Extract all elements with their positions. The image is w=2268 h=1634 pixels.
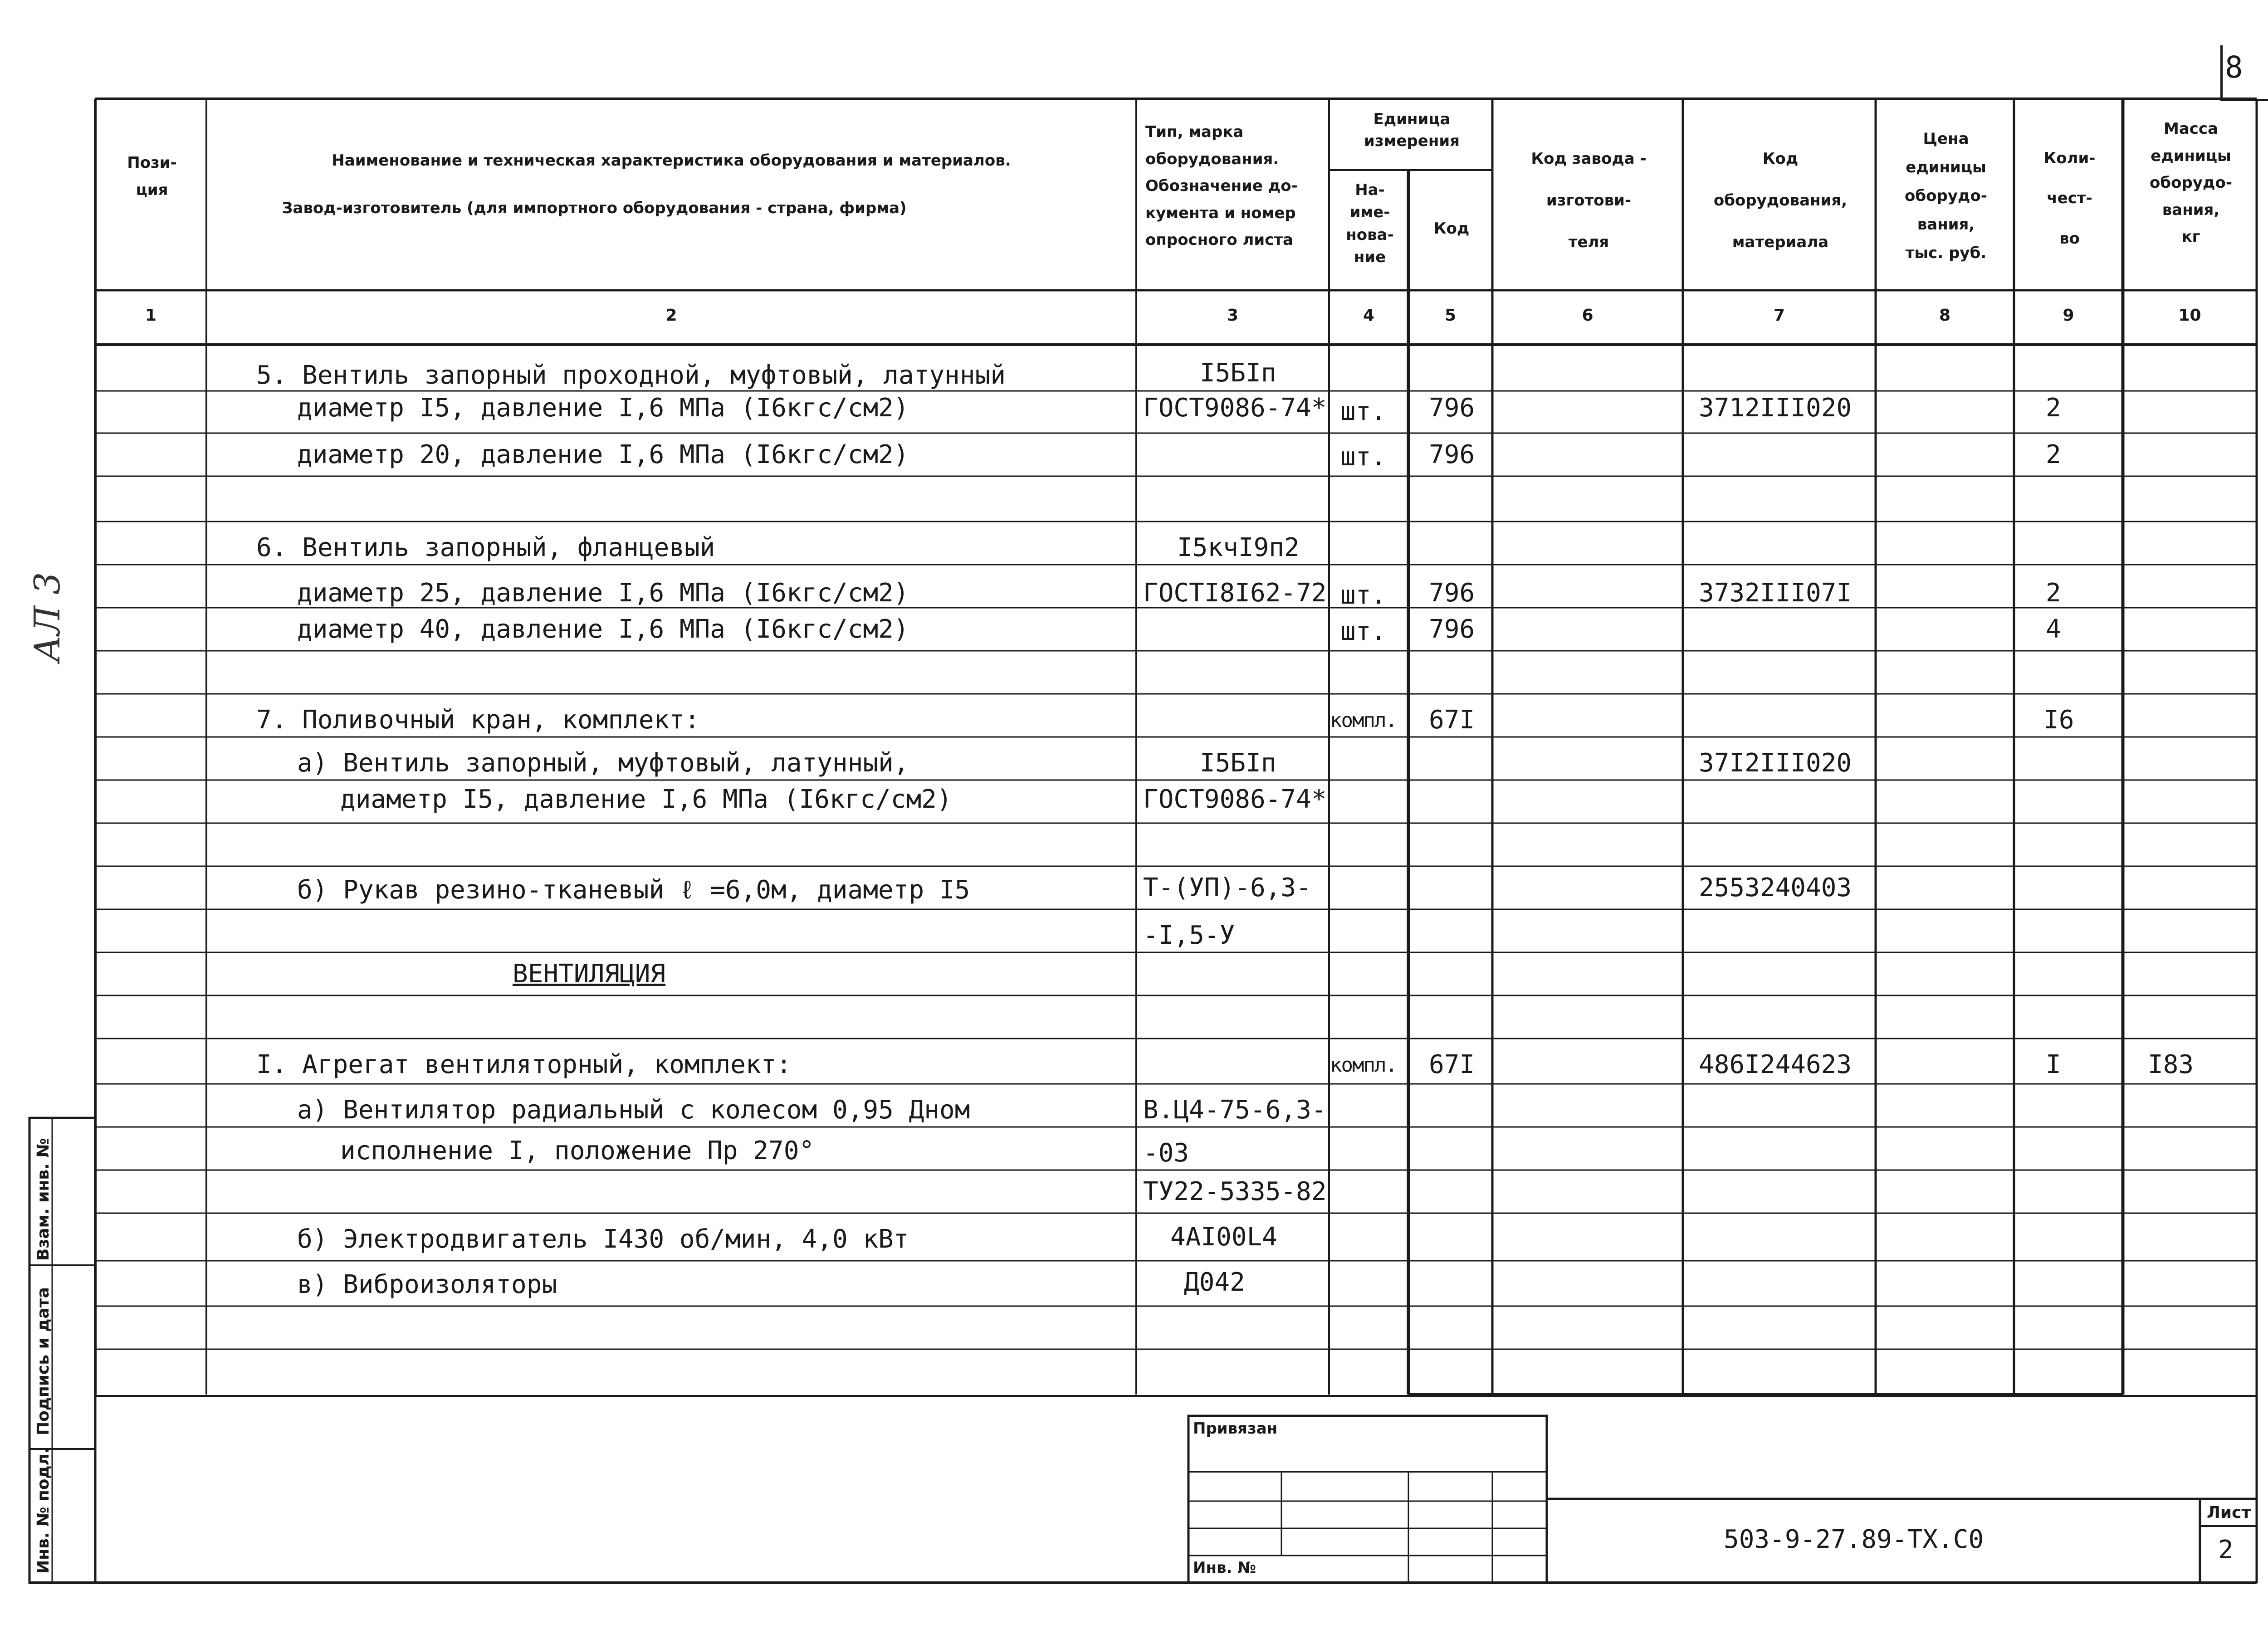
- row-unit: шт.: [1340, 580, 1387, 610]
- sheet-number: 2: [2218, 1535, 2234, 1565]
- col-number-7: 7: [1773, 306, 1785, 325]
- col-number-6: 6: [1582, 306, 1593, 325]
- row-type: 4АI00L4: [1170, 1222, 1278, 1252]
- sheet-label: Лист: [2207, 1503, 2251, 1522]
- document-code: 503-9-27.89-ТХ.С0: [1724, 1525, 1984, 1554]
- row-type: Т-(УП)-6,3-: [1143, 873, 1311, 902]
- row-type: Д042: [1184, 1268, 1245, 1297]
- col-number-3: 3: [1227, 306, 1239, 325]
- row-unit: шт.: [1340, 617, 1387, 646]
- row-eq-code: 2553240403: [1699, 873, 1852, 902]
- row-mass: I83: [2148, 1050, 2194, 1079]
- row-name: диаметр 20, давление I,6 МПа (I6кгс/см2): [297, 440, 909, 469]
- row-name: 6. Вентиль запорный, фланцевый: [256, 533, 715, 562]
- sidebar-vzam: Взам. инв. №: [34, 1138, 53, 1261]
- header-col5: Код: [1433, 219, 1470, 238]
- sidebar-inv-podl: Инв. № подл.: [34, 1447, 53, 1574]
- header-col4: На- име- нова- ние: [1346, 181, 1394, 266]
- row-code: 796: [1429, 578, 1475, 608]
- row-code: 67I: [1429, 705, 1475, 735]
- row-code: 796: [1429, 393, 1475, 423]
- header-col1: Пози- ция: [127, 154, 177, 199]
- header-col9: Коли- чест- во: [2043, 149, 2096, 248]
- header-col2-line2: Завод-изготовитель (для импортного оборудования - страна, фирма): [282, 199, 907, 217]
- row-name: диаметр I5, давление I,6 МПа (I6кгс/см2): [297, 393, 909, 423]
- col-number-2: 2: [665, 306, 677, 325]
- row-name: б) Электродвигатель I430 об/мин, 4,0 кВт: [297, 1224, 909, 1254]
- header-unit-group: Единица измерения: [1364, 110, 1460, 150]
- row-name: диаметр 40, давление I,6 МПа (I6кгс/см2): [297, 615, 909, 644]
- stamp-privyazan: Привязан: [1193, 1419, 1278, 1438]
- header-col2-line1: Наименование и техническая характеристика оборудования и материалов.: [332, 151, 1011, 170]
- header-col8: Цена единицы оборудо- вания, тыс. руб.: [1905, 130, 1987, 262]
- row-eq-code: 3712III020: [1699, 393, 1852, 423]
- row-eq-code: 486I244623: [1699, 1050, 1852, 1079]
- row-qty: 4: [2046, 615, 2061, 644]
- stamp-inv-no: Инв. №: [1193, 1559, 1256, 1577]
- row-type: ТУ22-5335-82: [1143, 1177, 1327, 1206]
- row-eq-code: 37I2III020: [1699, 748, 1852, 778]
- row-qty: I6: [2043, 705, 2074, 735]
- header-col6: Код завода - изготови- теля: [1531, 150, 1647, 251]
- section-title: ВЕНТИЛЯЦИЯ: [513, 959, 666, 989]
- row-qty: I: [2046, 1050, 2061, 1079]
- row-name: диаметр 25, давление I,6 МПа (I6кгс/см2): [297, 578, 909, 608]
- col-number-8: 8: [1939, 306, 1951, 325]
- row-name: I. Агрегат вентиляторный, комплект:: [256, 1050, 792, 1079]
- row-name: а) Вентилятор радиальный с колесом 0,95 Дном: [297, 1095, 970, 1125]
- row-unit: компл.: [1330, 709, 1397, 732]
- row-type: ГОСТ9086-74*: [1143, 393, 1327, 423]
- row-name: а) Вентиль запорный, муфтовый, латунный,: [297, 748, 909, 778]
- row-code: 796: [1429, 440, 1475, 469]
- row-name: в) Виброизоляторы: [297, 1270, 557, 1299]
- side-note: АЛ 3: [27, 572, 68, 662]
- row-type: -03: [1143, 1138, 1189, 1168]
- row-unit: компл.: [1330, 1054, 1397, 1077]
- header-col10: Масса единицы оборудо- вания, кг: [2150, 120, 2232, 246]
- row-name: исполнение I, положение Пр 270°: [340, 1136, 815, 1166]
- sheet-mark: 8: [2225, 50, 2243, 85]
- row-type: I5кчI9п2: [1177, 533, 1300, 562]
- row-eq-code: 3732III07I: [1699, 578, 1852, 608]
- col-number-9: 9: [2063, 306, 2074, 325]
- row-qty: 2: [2046, 440, 2061, 469]
- row-name: б) Рукав резино-тканевый ℓ =6,0м, диаметр I5: [297, 875, 970, 905]
- row-name: 5. Вентиль запорный проходной, муфтовый, латунный: [256, 361, 1006, 390]
- header-col7: Код оборудования, материала: [1713, 150, 1848, 251]
- row-unit: шт.: [1340, 442, 1387, 472]
- row-qty: 2: [2046, 393, 2061, 423]
- row-type: I5БIп: [1200, 748, 1276, 778]
- row-type: В.Ц4-75-6,3-: [1143, 1095, 1327, 1125]
- row-name: диаметр I5, давление I,6 МПа (I6кгс/см2): [340, 785, 952, 814]
- row-code: 796: [1429, 615, 1475, 644]
- sidebar-podpis: Подпись и дата: [34, 1287, 53, 1435]
- row-type: -I,5-У: [1143, 921, 1235, 950]
- col-number-10: 10: [2178, 306, 2201, 325]
- row-type: ГОСТ9086-74*: [1143, 785, 1327, 814]
- col-number-4: 4: [1363, 306, 1375, 325]
- row-qty: 2: [2046, 578, 2061, 608]
- col-number-5: 5: [1444, 306, 1457, 325]
- col-number-1: 1: [145, 306, 157, 325]
- header-col3: Тип, марка оборудования. Обозначение до- кумента и номер опросного листа: [1145, 123, 1298, 249]
- row-code: 67I: [1429, 1050, 1475, 1079]
- row-type: ГОСТI8I62-72: [1143, 578, 1327, 608]
- row-type: I5БIп: [1200, 358, 1276, 388]
- row-unit: шт.: [1340, 397, 1387, 426]
- row-name: 7. Поливочный кран, комплект:: [256, 705, 700, 735]
